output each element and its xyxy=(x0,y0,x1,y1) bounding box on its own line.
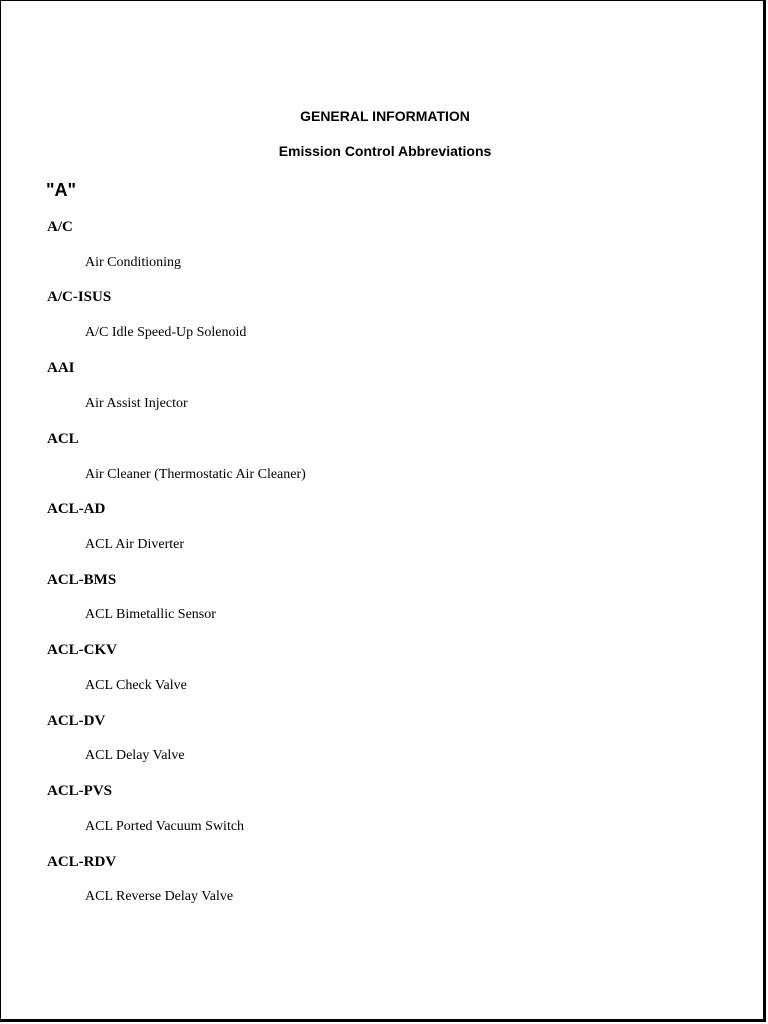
entry-term: ACL-CKV xyxy=(47,642,117,658)
entry-term: A/C-ISUS xyxy=(47,289,112,305)
entry-term: ACL-PVS xyxy=(47,783,113,799)
entry-definition: ACL Ported Vacuum Switch xyxy=(85,819,245,834)
page-title: GENERAL INFORMATION xyxy=(300,108,470,124)
entry-definition: A/C Idle Speed-Up Solenoid xyxy=(85,325,247,340)
entry-definition: ACL Bimetallic Sensor xyxy=(85,607,216,622)
entry-term: ACL xyxy=(47,431,79,447)
page-subtitle: Emission Control Abbreviations xyxy=(278,143,492,159)
entry-term: ACL-RDV xyxy=(47,854,117,870)
entry-term: ACL-BMS xyxy=(47,572,117,588)
entry-term: ACL-DV xyxy=(47,713,106,729)
entry-term: ACL-AD xyxy=(47,501,106,517)
section-heading: "A" xyxy=(46,180,77,200)
entry-definition: Air Conditioning xyxy=(85,255,182,270)
entry-term: A/C xyxy=(47,219,73,235)
entry-definition: ACL Reverse Delay Valve xyxy=(85,889,234,904)
entry-definition: ACL Delay Valve xyxy=(85,748,185,763)
entry-definition: ACL Air Diverter xyxy=(85,537,185,552)
entry-term: AAI xyxy=(47,360,75,376)
entry-definition: Air Assist Injector xyxy=(85,396,188,411)
entry-definition: Air Cleaner (Thermostatic Air Cleaner) xyxy=(85,467,306,482)
entry-definition: ACL Check Valve xyxy=(85,678,187,693)
